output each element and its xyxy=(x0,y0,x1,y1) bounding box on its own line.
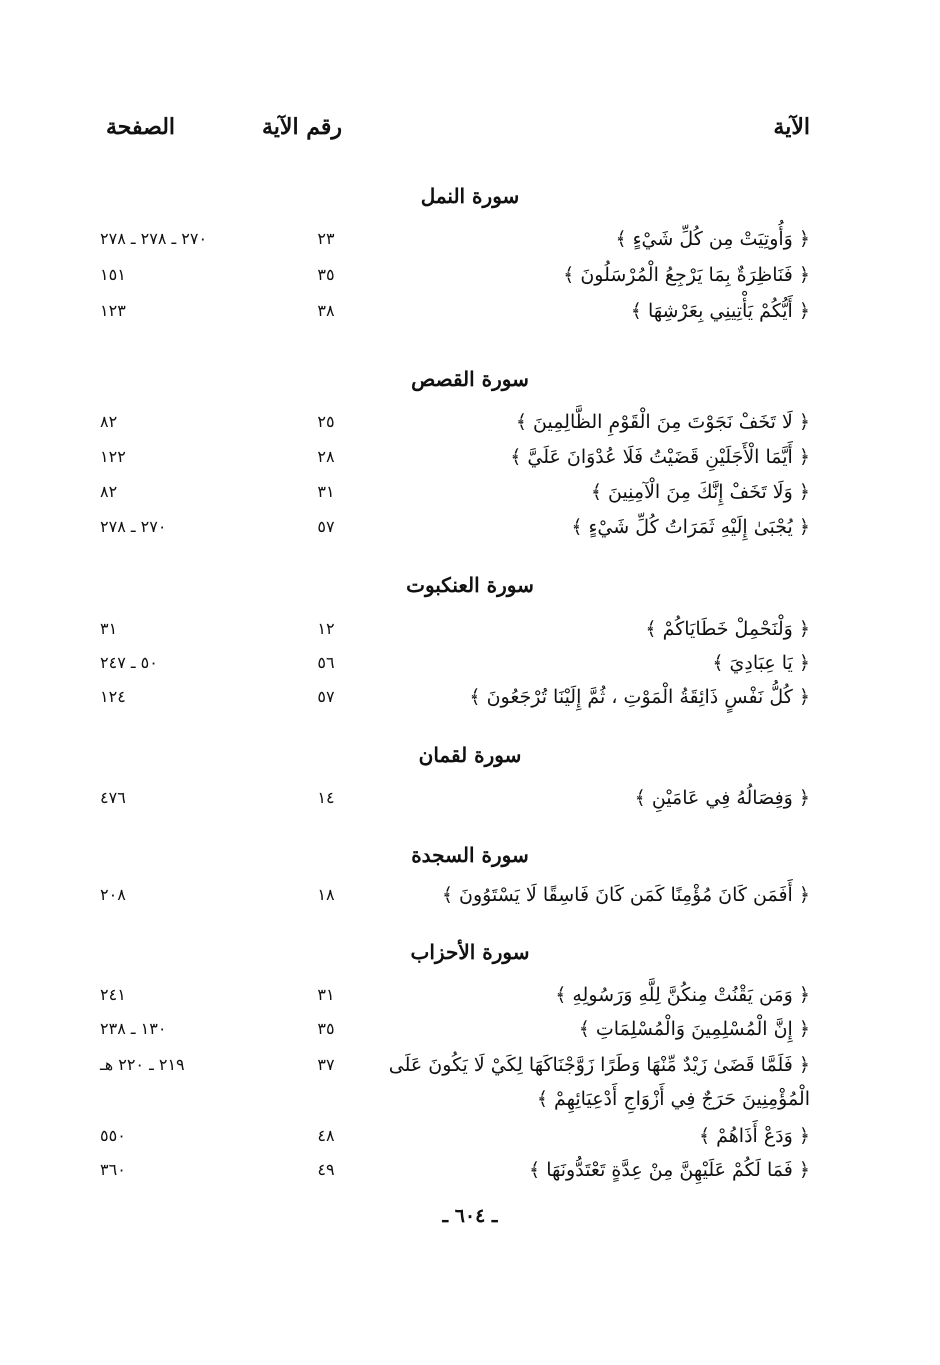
table-row xyxy=(0,682,940,718)
table-row xyxy=(0,512,940,548)
ayah-text: ﴿ وَمَن يَقْنُتْ مِنكُنَّ لِلَّهِ وَرَسُولِهِ ﴾ xyxy=(555,984,810,1006)
page-reference: ٣٦٠ xyxy=(100,1160,126,1179)
column-header-page: الصفحة xyxy=(106,114,176,140)
page-reference: ٨٢ xyxy=(100,412,118,431)
page-reference: ٥٥٠ xyxy=(100,1126,126,1145)
surah-title: سورة العنكبوت xyxy=(406,573,534,597)
table-row xyxy=(0,260,940,296)
ayah-text: ﴿ وَفِصَالُهُ فِي عَامَيْنِ ﴾ xyxy=(634,787,810,809)
ayah-text: ﴿ أَفَمَن كَانَ مُؤْمِنًا كَمَن كَانَ فَاسِقًا لَا يَسْتَوُونَ ﴾ xyxy=(441,884,810,906)
ayah-text: ﴿ لَا تَخَفْ نَجَوْتَ مِنَ الْقَوْمِ الظَّالِمِينَ ﴾ xyxy=(515,411,810,433)
ayah-number: ٣٨ xyxy=(317,301,335,320)
ayah-text: ﴿ يَا عِبَادِيَ ﴾ xyxy=(712,652,810,674)
page-reference: ٨٢ xyxy=(100,482,118,501)
column-header-ayah: الآية xyxy=(773,114,810,140)
page-reference: ٢٠٨ xyxy=(100,885,126,904)
ayah-number: ٢٨ xyxy=(317,447,335,466)
table-row xyxy=(0,477,940,513)
surah-title: سورة الأحزاب xyxy=(410,940,530,964)
table-row xyxy=(0,296,940,332)
ayah-text: ﴿ وَأُوتِيَتْ مِن كُلِّ شَيْءٍ ﴾ xyxy=(615,228,810,250)
surah-title: سورة لقمان xyxy=(418,743,522,767)
ayah-number: ٢٣ xyxy=(317,229,335,248)
table-row xyxy=(0,1050,940,1086)
ayah-number: ١٨ xyxy=(317,885,335,904)
column-header-ayah-number: رقم الآية xyxy=(262,114,343,140)
page-reference: ٢٤١ xyxy=(100,985,126,1004)
ayah-number: ٥٧ xyxy=(317,517,335,536)
table-row xyxy=(0,1084,940,1120)
ayah-number: ٣٧ xyxy=(317,1055,335,1074)
ayah-number: ٤٩ xyxy=(317,1160,335,1179)
table-row xyxy=(0,224,940,260)
ayah-text: ﴿ إِنَّ الْمُسْلِمِينَ وَالْمُسْلِمَاتِ ﴾ xyxy=(578,1018,810,1040)
page-reference: ٣١ xyxy=(100,619,118,638)
table-row xyxy=(0,880,940,916)
ayah-number: ٥٦ xyxy=(317,653,335,672)
ayah-text: ﴿ يُجْبَىٰ إِلَيْهِ ثَمَرَاتُ كُلِّ شَيْءٍ ﴾ xyxy=(571,516,810,538)
page-reference: ١٢٢ xyxy=(100,447,126,466)
ayah-text: ﴿ فَمَا لَكُمْ عَلَيْهِنَّ مِنْ عِدَّةٍ تَعْتَدُّونَهَا ﴾ xyxy=(529,1159,810,1181)
ayah-number: ٥٧ xyxy=(317,687,335,706)
page-reference: ٢٧٠ ـ ٢٧٨ xyxy=(100,517,167,536)
page-reference: ١٢٤ xyxy=(100,687,126,706)
table-row xyxy=(0,614,940,650)
page-reference: ٤٧٦ xyxy=(100,788,126,807)
ayah-number: ٣٥ xyxy=(317,265,335,284)
ayah-number: ٣١ xyxy=(317,985,335,1004)
ayah-text: ﴿ فَنَاظِرَةٌ بِمَا يَرْجِعُ الْمُرْسَلُونَ ﴾ xyxy=(563,264,810,286)
page-reference: ٥٠ ـ ٢٤٧ xyxy=(100,653,158,672)
page-reference: ٢١٩ ـ ٢٢٠ هـ xyxy=(100,1055,185,1074)
table-row xyxy=(0,980,940,1016)
ayah-number: ١٢ xyxy=(317,619,335,638)
ayah-text: ﴿ وَلَا تَخَفْ إِنَّكَ مِنَ الْآمِنِينَ ﴾ xyxy=(590,481,810,503)
ayah-number: ٢٥ xyxy=(317,412,335,431)
ayah-text: ﴿ وَلْنَحْمِلْ خَطَايَاكُمْ ﴾ xyxy=(645,618,810,640)
surah-title: سورة القصص xyxy=(411,367,529,391)
ayah-text: ﴿ فَلَمَّا قَضَىٰ زَيْدٌ مِّنْهَا وَطَرًا زَوَّجْنَاكَهَا لِكَيْ لَا يَكُونَ عَلَى xyxy=(388,1054,810,1076)
surah-title: سورة النمل xyxy=(420,184,520,208)
table-row xyxy=(0,442,940,478)
page-reference: ٢٧٠ ـ ٢٧٨ ـ ٢٧٨ xyxy=(100,229,208,248)
page-reference: ١٢٣ xyxy=(100,301,126,320)
ayah-number: ١٤ xyxy=(317,788,335,807)
table-row xyxy=(0,1014,940,1050)
ayah-number: ٤٨ xyxy=(317,1126,335,1145)
ayah-text: ﴿ كُلُّ نَفْسٍ ذَائِقَةُ الْمَوْتِ ، ثُمَّ إِلَيْنَا تُرْجَعُونَ ﴾ xyxy=(469,686,810,708)
table-row xyxy=(0,407,940,443)
table-row xyxy=(0,1155,940,1191)
ayah-text: الْمُؤْمِنِينَ حَرَجٌ فِي أَزْوَاجِ أَدْعِيَائِهِمْ ﴾ xyxy=(536,1088,810,1110)
page-reference: ١٣٠ ـ ٢٣٨ xyxy=(100,1019,167,1038)
page-reference: ١٥١ xyxy=(100,265,126,284)
ayah-text: ﴿ أَيُّكُمْ يَأْتِينِي بِعَرْشِهَا ﴾ xyxy=(630,300,810,322)
ayah-text: ﴿ وَدَعْ أَذَاهُمْ ﴾ xyxy=(698,1125,810,1147)
ayah-number: ٣١ xyxy=(317,482,335,501)
surah-title: سورة السجدة xyxy=(411,843,529,867)
table-row xyxy=(0,1121,940,1157)
ayah-number: ٣٥ xyxy=(317,1019,335,1038)
table-row xyxy=(0,783,940,819)
ayah-text: ﴿ أَيَّمَا الْأَجَلَيْنِ قَضَيْتُ فَلَا عُدْوَانَ عَلَيَّ ﴾ xyxy=(510,446,810,468)
page-number: ـ ٦٠٤ ـ xyxy=(442,1205,498,1227)
table-row xyxy=(0,648,940,684)
